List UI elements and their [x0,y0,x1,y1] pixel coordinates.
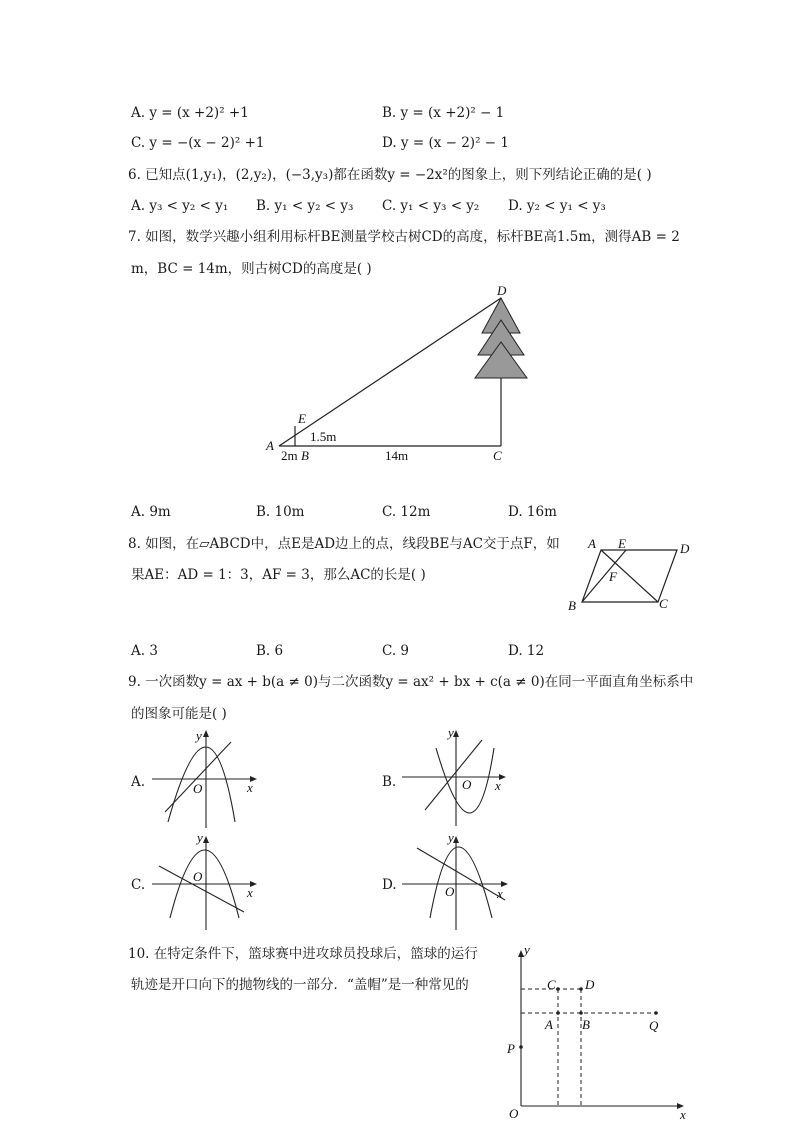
q9-option-c: C. [131,877,146,893]
q7-stem-line2: m，BC = 14m，则古树CD的高度是( ) [131,261,372,277]
q10-x-label: x [680,1107,686,1122]
q6-option-c: C. y₁ < y₃ < y₂ [382,198,480,214]
q10-stem-line2: 轨迹是开口向下的抛物线的一部分．“盖帽”是一种常见的 [131,977,469,993]
q5-option-a: A. y = (x +2)² +1 [131,105,249,121]
q9b-x-label: x [495,778,501,793]
q8-option-d: D. 12 [508,643,545,659]
q7-label-a: A [266,438,274,453]
q10-label-c: C [547,977,556,992]
q9-option-b: B. [382,774,397,790]
q7-option-b: B. 10m [256,504,305,520]
q10-origin-label: O [509,1106,519,1121]
q8-stem-line2: 果AE：AD = 1：3，AF = 3，那么AC的长是( ) [131,567,426,583]
q9-option-d: D. [382,877,397,893]
q6-option-a: A. y₃ < y₂ < y₁ [131,198,229,214]
q7-option-d: D. 16m [508,504,557,520]
q7-option-c: C. 12m [382,504,431,520]
q10-label-p: P [507,1041,515,1056]
q8-label-a: A [588,536,596,551]
q10-y-label: y [524,942,530,957]
q9d-origin-label: O [445,884,455,899]
q9c-x-label: x [247,885,253,900]
q8-label-f: F [609,569,617,584]
q7-label-c: C [493,448,502,463]
q9a-y-label: y [196,728,202,743]
q9-stem-line2: 的图象可能是( ) [131,706,227,722]
q9d-x-label: x [497,886,503,901]
q10-stem-line1: 10. 在特定条件下，篮球赛中进攻球员投球后，篮球的运行 [128,946,478,962]
q7-stem-line1: 7. 如图，数学兴趣小组利用标杆BE测量学校古树CD的高度，标杆BE高1.5m，测得AB = 2 [128,229,680,245]
q9-stem-line1: 9. 一次函数y = ax + b(a ≠ 0)与二次函数y = ax² + bx + c(a ≠ 0)在同一平面直角坐标系中 [128,674,694,690]
q6-option-b: B. y₁ < y₂ < y₃ [256,198,354,214]
q10-label-a: A [545,1017,553,1032]
q9c-y-label: y [197,830,203,845]
q8-label-d: D [680,541,690,556]
q9d-y-label: y [448,830,454,845]
q8-option-a: A. 3 [131,643,158,659]
q7-label-b: B [301,448,309,463]
q7-label-ab: 2m [281,448,298,463]
q7-option-a: A. 9m [131,504,171,520]
q7-label-e: E [298,411,306,426]
q8-stem-line1: 8. 如图，在▱ABCD中，点E是AD边上的点，线段BE与AC交于点F，如 [128,536,560,552]
q7-label-bc: 14m [385,448,409,463]
q9c-origin-label: O [193,869,203,884]
q9-option-a: A. [131,774,146,790]
q8-label-b: B [568,598,576,613]
q8-label-e: E [618,536,626,551]
q8-option-b: B. 6 [256,643,284,659]
q7-label-height: 1.5m [310,429,337,444]
q5-option-d: D. y = (x − 2)² − 1 [382,135,509,151]
q10-label-b: B [582,1017,590,1032]
q10-label-q: Q [649,1018,659,1033]
q6-stem: 6. 已知点(1,y₁)，(2,y₂)，(−3,y₃)都在函数y = −2x²的图象上，则下列结论正确的是( ) [128,167,652,183]
q9b-origin-label: O [462,777,472,792]
q9b-y-label: y [448,725,454,740]
q5-option-c: C. y = −(x − 2)² +1 [131,135,265,151]
q10-label-d: D [585,977,595,992]
q8-option-c: C. 9 [382,643,410,659]
q9a-x-label: x [247,780,253,795]
q7-label-d: D [497,283,507,298]
q9a-origin-label: O [193,781,203,796]
q6-option-d: D. y₂ < y₁ < y₃ [508,198,606,214]
q5-option-b: B. y = (x +2)² − 1 [382,105,505,121]
q8-label-c: C [659,596,668,611]
